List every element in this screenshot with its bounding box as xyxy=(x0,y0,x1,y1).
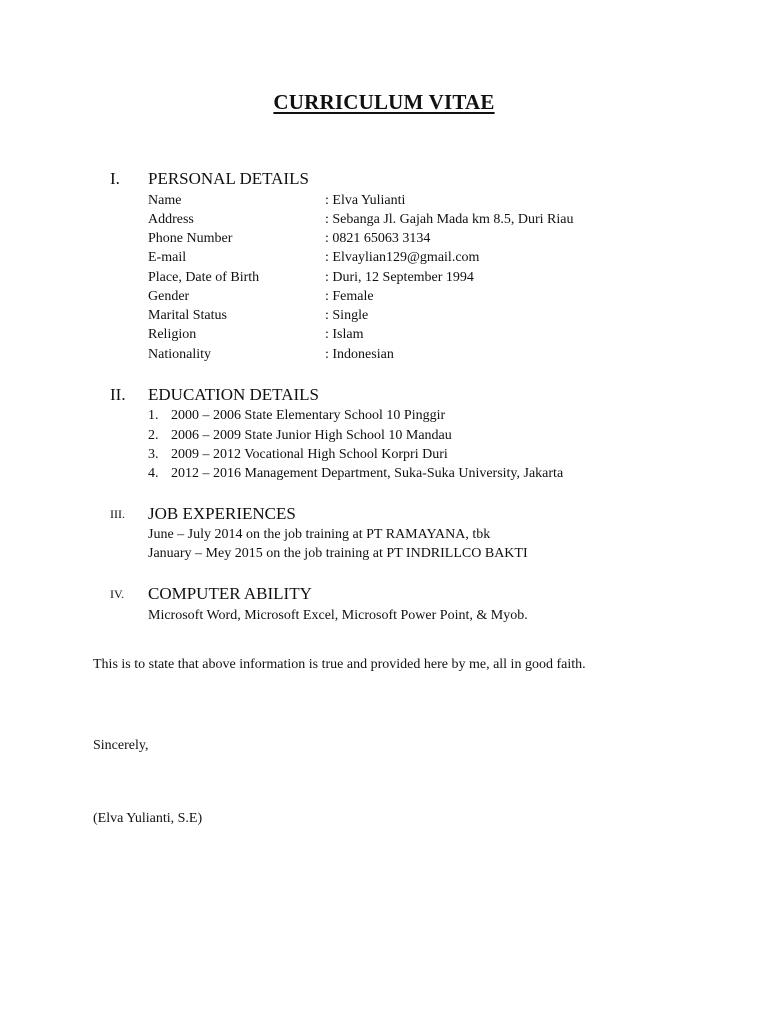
section-number: IV. xyxy=(110,587,125,601)
detail-label: Name xyxy=(148,193,182,208)
detail-value: : Duri, 12 September 1994 xyxy=(325,270,474,285)
document-title-text: CURRICULUM VITAE xyxy=(273,90,495,114)
detail-label: Phone Number xyxy=(148,231,233,246)
section-title: JOB EXPERIENCES xyxy=(148,504,296,523)
education-item-text: 2009 – 2012 Vocational High School Korpri Duri xyxy=(171,447,448,462)
detail-label: Marital Status xyxy=(148,308,227,323)
computer-ability-text: Microsoft Word, Microsoft Excel, Microsoft Power Point, & Myob. xyxy=(148,608,528,623)
closing-text: Sincerely, xyxy=(93,738,149,753)
detail-label: Place, Date of Birth xyxy=(148,270,260,285)
detail-value: : Single xyxy=(325,308,369,323)
detail-value: : Indonesian xyxy=(325,347,394,362)
detail-value: : Elva Yulianti xyxy=(325,193,406,208)
section-title: PERSONAL DETAILS xyxy=(148,169,309,188)
detail-value: : Female xyxy=(325,289,374,304)
detail-label: Gender xyxy=(148,289,190,304)
education-item-number: 2. xyxy=(148,428,159,443)
education-item-number: 3. xyxy=(148,447,159,462)
education-item-number: 1. xyxy=(148,408,159,423)
detail-label: Address xyxy=(148,212,194,227)
statement-text: This is to state that above information is true and provided here by me, all in good faith. xyxy=(93,657,586,672)
detail-value: : Elvaylian129@gmail.com xyxy=(325,250,480,265)
detail-value: : Islam xyxy=(325,327,364,342)
section-number: III. xyxy=(110,507,125,521)
section-title: EDUCATION DETAILS xyxy=(148,385,319,404)
document-title xyxy=(0,90,768,115)
education-item-text: 2006 – 2009 State Junior High School 10 Mandau xyxy=(171,428,452,443)
section-number: II. xyxy=(110,385,126,404)
detail-value: : 0821 65063 3134 xyxy=(325,231,431,246)
education-item-text: 2000 – 2006 State Elementary School 10 Pinggir xyxy=(171,408,446,423)
education-item-text: 2012 – 2016 Management Department, Suka-Suka University, Jakarta xyxy=(171,466,564,481)
detail-value: : Sebanga Jl. Gajah Mada km 8.5, Duri Riau xyxy=(325,212,574,227)
detail-label: E-mail xyxy=(148,250,187,265)
signature-name: (Elva Yulianti, S.E) xyxy=(93,811,203,826)
section-title: COMPUTER ABILITY xyxy=(148,584,312,603)
job-experience-line: June – July 2014 on the job training at PT RAMAYANA, tbk xyxy=(148,527,491,542)
detail-label: Religion xyxy=(148,327,197,342)
education-item-number: 4. xyxy=(148,466,159,481)
section-number: I. xyxy=(110,169,120,188)
detail-label: Nationality xyxy=(148,347,211,362)
job-experience-line: January – Mey 2015 on the job training at PT INDRILLCO BAKTI xyxy=(148,546,528,561)
